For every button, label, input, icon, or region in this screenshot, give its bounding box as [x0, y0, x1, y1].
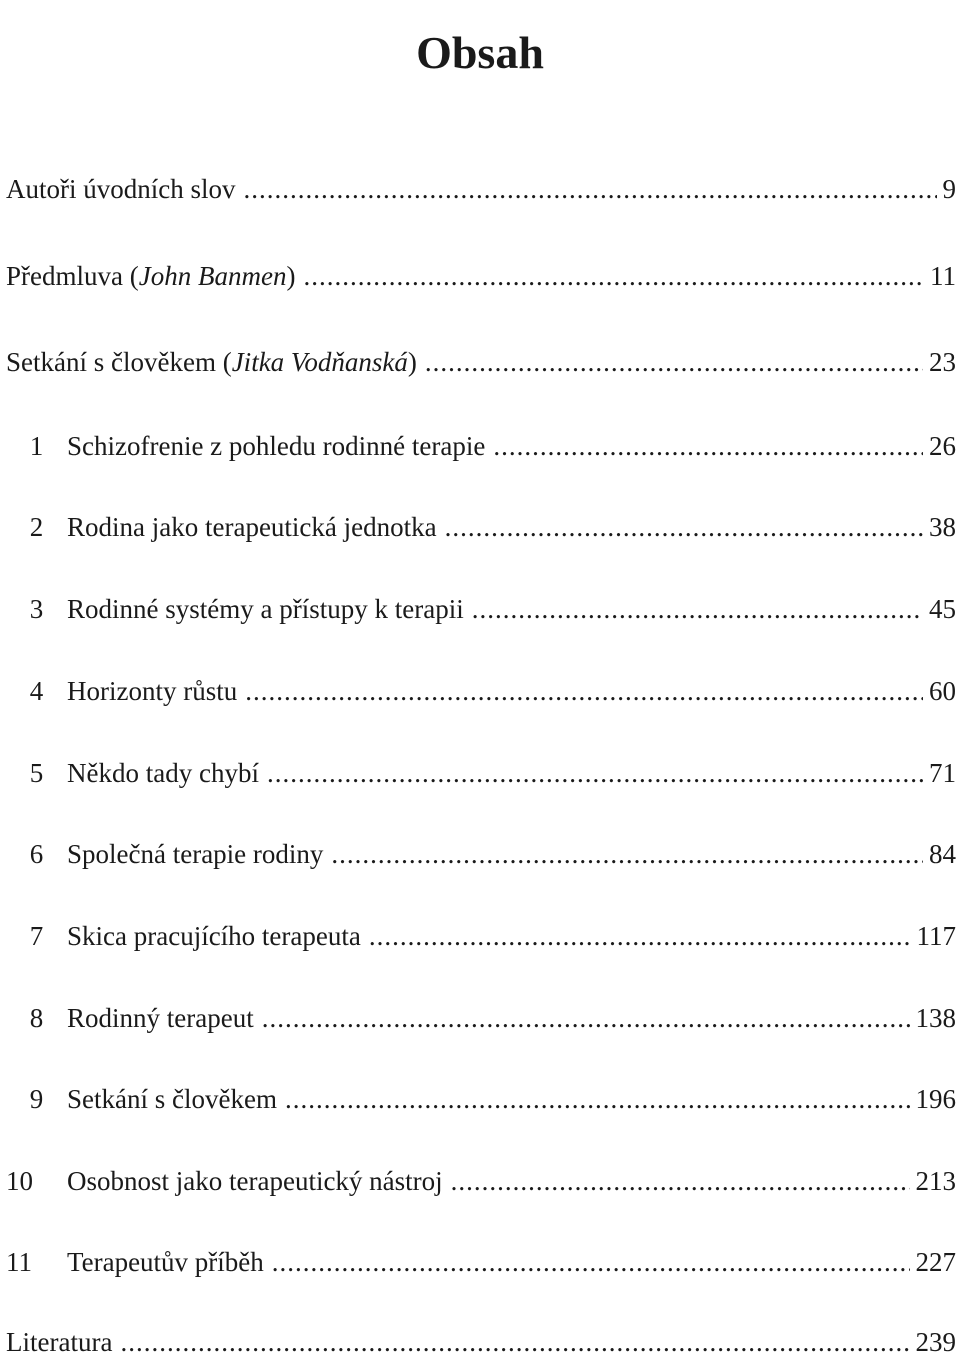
toc-page-number: 84 — [929, 839, 956, 869]
toc-page-number: 227 — [915, 1247, 956, 1277]
toc-leader-dots — [244, 169, 937, 209]
toc-chapter-number: 9 — [29, 1084, 44, 1114]
toc-leader-dots — [493, 426, 923, 466]
toc-page-number: 138 — [915, 1003, 956, 1033]
toc-entry-title: Autoři úvodních slov — [6, 174, 236, 204]
toc-chapter-entry — [6, 834, 956, 874]
toc-chapter-entry — [6, 507, 956, 547]
toc-page-number: 9 — [942, 174, 956, 204]
toc-entry-title: Předmluva (John Banmen) — [6, 261, 296, 291]
toc-page-number: 213 — [915, 1166, 956, 1196]
toc-chapter-entry — [6, 671, 956, 711]
toc-leader-dots — [262, 998, 910, 1038]
toc-entry-author: John Banmen — [138, 261, 287, 291]
toc-leader-dots — [120, 1322, 909, 1362]
toc-leader-dots — [472, 589, 923, 629]
toc-entry — [6, 256, 956, 296]
toc-page-number: 45 — [929, 594, 956, 624]
toc-entry-title: Schizofrenie z pohledu rodinné terapie — [67, 431, 486, 461]
toc-leader-dots — [272, 1242, 910, 1282]
toc-chapter-number: 7 — [29, 921, 44, 951]
toc-chapter-entry — [6, 916, 956, 956]
toc-entry-title: Společná terapie rodiny — [67, 839, 324, 869]
toc-entry-author: Jitka Vodňanská — [231, 347, 408, 377]
toc-entry-title: Rodina jako terapeutická jednotka — [67, 512, 437, 542]
toc-page-number: 60 — [929, 676, 956, 706]
toc-chapter-number: 10 — [6, 1166, 33, 1196]
toc-leader-dots — [267, 753, 923, 793]
toc-leader-dots — [425, 342, 923, 382]
toc-leader-dots — [331, 834, 923, 874]
toc-entry-title: Literatura — [6, 1327, 113, 1357]
toc-chapter-number: 1 — [29, 431, 44, 461]
toc-chapter-number: 6 — [29, 839, 44, 869]
toc-entry-title: Osobnost jako terapeutický nástroj — [67, 1166, 443, 1196]
toc-leader-dots — [303, 256, 924, 296]
toc-leader-dots — [369, 916, 911, 956]
toc-entry-title: Někdo tady chybí — [67, 758, 259, 788]
toc-page-number: 26 — [929, 431, 956, 461]
toc-leader-dots — [285, 1079, 910, 1119]
toc-page-number: 117 — [916, 921, 956, 951]
toc-page-number: 23 — [929, 347, 956, 377]
toc-entry-title: Rodinné systémy a přístupy k terapii — [67, 594, 464, 624]
toc-chapter-entry — [6, 1161, 956, 1201]
toc-leader-dots — [451, 1161, 910, 1201]
toc-entry-title: Horizonty růstu — [67, 676, 238, 706]
toc-chapter-number: 3 — [29, 594, 44, 624]
toc-chapter-entry — [6, 589, 956, 629]
toc-entry-title: Skica pracujícího terapeuta — [67, 921, 361, 951]
toc-entry — [6, 169, 956, 209]
toc-entry — [6, 342, 956, 382]
toc-page-number: 196 — [915, 1084, 956, 1114]
toc-leader-dots — [245, 671, 923, 711]
toc-entry — [6, 1322, 956, 1362]
toc-chapter-entry — [6, 426, 956, 466]
toc-entry-title: Setkání s člověkem — [67, 1084, 277, 1114]
toc-chapter-entry — [6, 1079, 956, 1119]
toc-leader-dots — [445, 507, 923, 547]
toc-chapter-number: 5 — [29, 758, 44, 788]
toc-page-number: 38 — [929, 512, 956, 542]
toc-page-number: 71 — [929, 758, 956, 788]
toc-chapter-number: 4 — [29, 676, 44, 706]
toc-chapter-number: 8 — [29, 1003, 44, 1033]
toc-entry-title: Rodinný terapeut — [67, 1003, 254, 1033]
toc-chapter-number: 11 — [6, 1247, 32, 1277]
toc-entry-title: Terapeutův příběh — [67, 1247, 264, 1277]
toc-chapter-entry — [6, 753, 956, 793]
page-title: Obsah — [416, 26, 544, 78]
toc-entry-title: Setkání s člověkem (Jitka Vodňanská) — [6, 347, 417, 377]
toc-page-number: 239 — [915, 1327, 956, 1357]
toc-chapter-entry — [6, 1242, 956, 1282]
toc-page-number: 11 — [930, 261, 956, 291]
toc-chapter-entry — [6, 998, 956, 1038]
toc-chapter-number: 2 — [29, 512, 44, 542]
